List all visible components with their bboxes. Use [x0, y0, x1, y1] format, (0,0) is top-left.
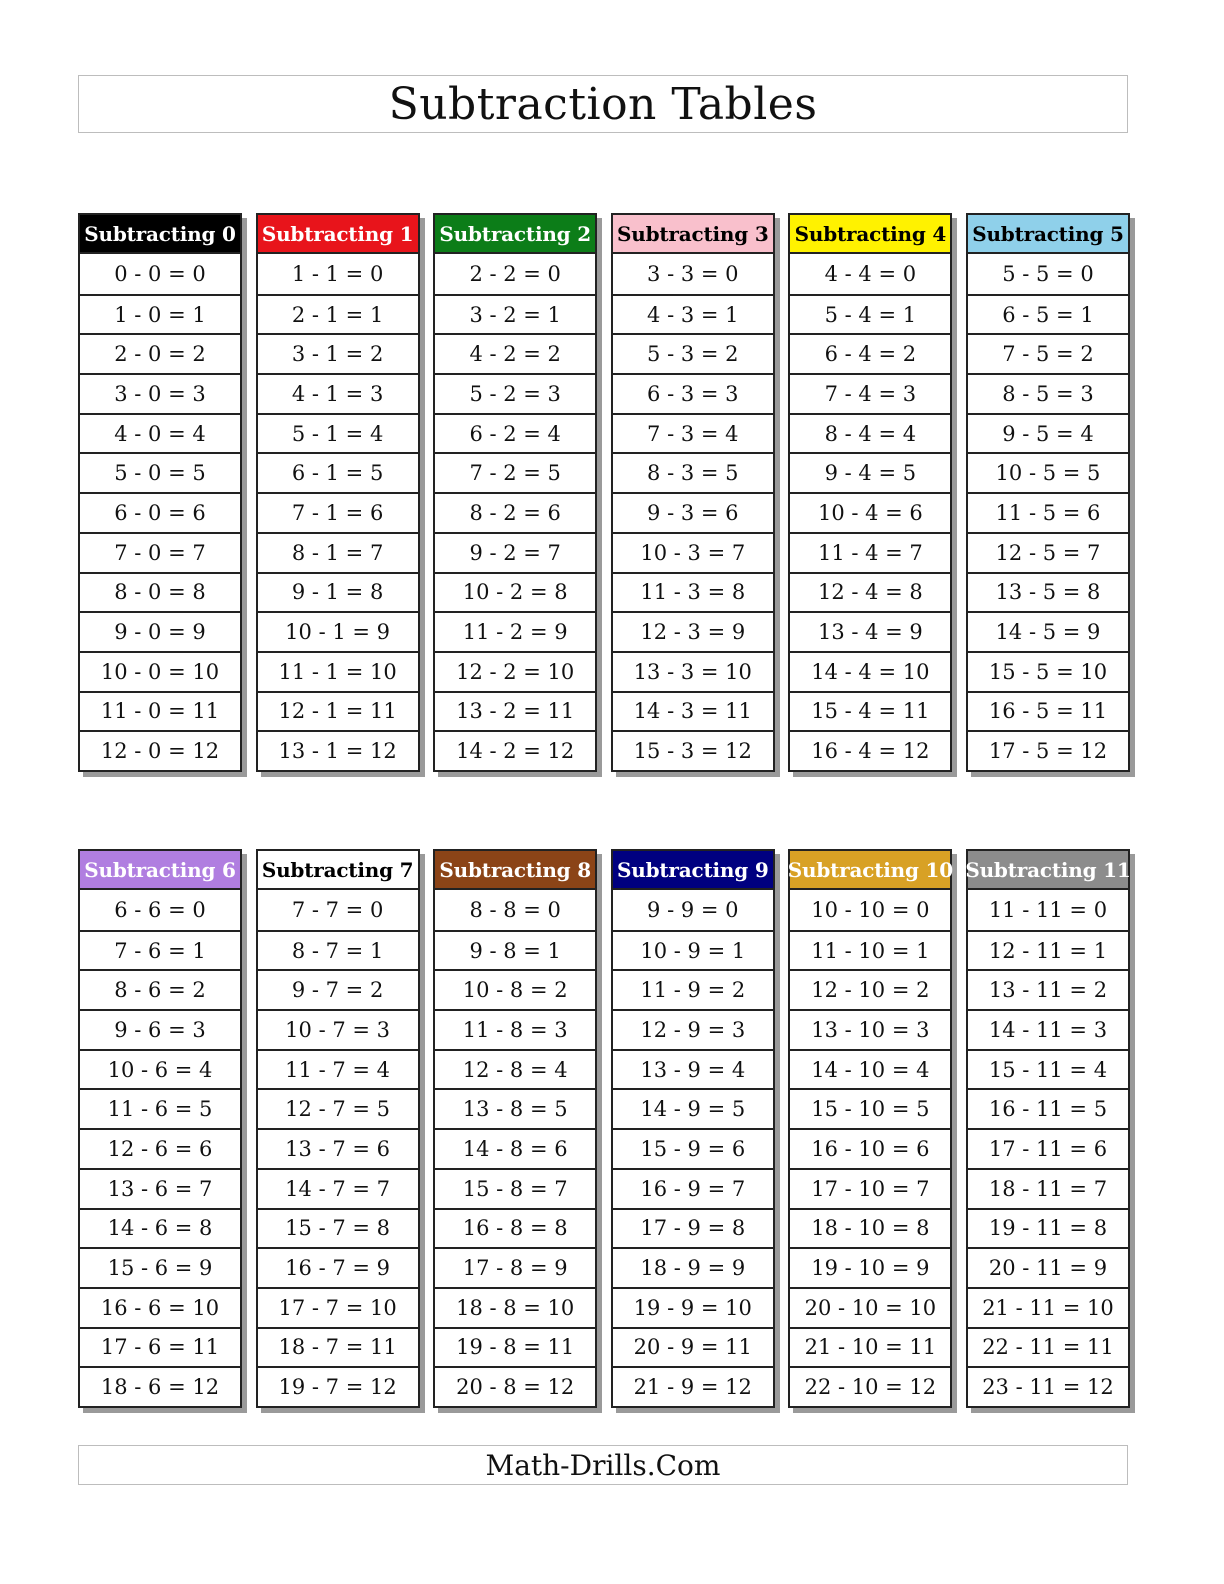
table-row: 10 - 3 = 7 — [613, 532, 773, 572]
table-row: 6 - 3 = 3 — [613, 373, 773, 413]
subtraction-table — [788, 849, 952, 1408]
table-row: 3 - 0 = 3 — [80, 373, 240, 413]
table-row: 16 - 7 = 9 — [258, 1247, 418, 1287]
table-row: 13 - 6 = 7 — [80, 1168, 240, 1208]
table-row: 20 - 8 = 12 — [435, 1366, 595, 1406]
subtraction-table — [788, 213, 952, 772]
table-row: 9 - 1 = 8 — [258, 572, 418, 612]
table-row: 1 - 1 = 0 — [291, 261, 384, 286]
table-header: Subtracting 10 — [790, 851, 950, 890]
table-row: 5 - 4 = 1 — [790, 294, 950, 334]
table-row: 17 - 8 = 9 — [435, 1247, 595, 1287]
table-header: Subtracting 9 — [613, 851, 773, 890]
table-row: 16 - 4 = 12 — [790, 730, 950, 770]
table-row: 16 - 5 = 11 — [968, 691, 1128, 731]
table-row: 11 - 4 = 7 — [790, 532, 950, 572]
table-row: 10 - 4 = 6 — [790, 492, 950, 532]
table-row: 22 - 11 = 11 — [968, 1327, 1128, 1367]
table-row: 6 - 4 = 2 — [790, 333, 950, 373]
table-row: 4 - 1 = 3 — [258, 373, 418, 413]
table-row: 6 - 5 = 1 — [968, 294, 1128, 334]
table-row: 21 - 11 = 10 — [968, 1287, 1128, 1327]
table-row: 19 - 9 = 10 — [613, 1287, 773, 1327]
subtraction-table — [78, 213, 242, 772]
table-row: 5 - 2 = 3 — [435, 373, 595, 413]
table-row: 20 - 11 = 9 — [968, 1247, 1128, 1287]
table-row: 18 - 9 = 9 — [613, 1247, 773, 1287]
table-row: 14 - 3 = 11 — [613, 691, 773, 731]
table-row: 2 - 0 = 2 — [80, 333, 240, 373]
table-header: Subtracting 5 — [968, 215, 1128, 254]
table-row: 10 - 9 = 1 — [613, 930, 773, 970]
table-row: 8 - 2 = 6 — [435, 492, 595, 532]
table-row: 7 - 5 = 2 — [968, 333, 1128, 373]
table-row: 14 - 4 = 10 — [790, 651, 950, 691]
footer-credit: Math-Drills.Com — [78, 1445, 1128, 1485]
table-row: 8 - 1 = 7 — [258, 532, 418, 572]
table-row: 13 - 2 = 11 — [435, 691, 595, 731]
table-row: 15 - 7 = 8 — [258, 1208, 418, 1248]
table-row: 9 - 7 = 2 — [258, 969, 418, 1009]
subtraction-table — [256, 213, 420, 772]
table-row: 23 - 11 = 12 — [968, 1366, 1128, 1406]
table-row: 17 - 9 = 8 — [613, 1208, 773, 1248]
table-row: 17 - 7 = 10 — [258, 1287, 418, 1327]
table-row: 8 - 8 = 0 — [469, 897, 561, 922]
table-row: 8 - 3 = 5 — [613, 452, 773, 492]
table-row: 3 - 1 = 2 — [258, 333, 418, 373]
table-row: 13 - 9 = 4 — [613, 1049, 773, 1089]
table-row: 11 - 7 = 4 — [258, 1049, 418, 1089]
table-row: 11 - 11 = 0 — [988, 897, 1108, 922]
table-row: 14 - 5 = 9 — [968, 611, 1128, 651]
table-row: 10 - 8 = 2 — [435, 969, 595, 1009]
table-row: 15 - 10 = 5 — [790, 1088, 950, 1128]
tables-row-bottom — [78, 849, 1130, 1408]
table-header: Subtracting 8 — [435, 851, 595, 890]
table-row: 18 - 8 = 10 — [435, 1287, 595, 1327]
table-row: 13 - 8 = 5 — [435, 1088, 595, 1128]
table-row: 9 - 6 = 3 — [80, 1009, 240, 1049]
table-header: Subtracting 6 — [80, 851, 240, 890]
table-row: 10 - 2 = 8 — [435, 572, 595, 612]
table-row: 17 - 5 = 12 — [968, 730, 1128, 770]
table-row: 12 - 8 = 4 — [435, 1049, 595, 1089]
table-row: 18 - 6 = 12 — [80, 1366, 240, 1406]
table-row: 9 - 0 = 9 — [80, 611, 240, 651]
table-row: 12 - 5 = 7 — [968, 532, 1128, 572]
table-row: 12 - 10 = 2 — [790, 969, 950, 1009]
table-row: 5 - 1 = 4 — [258, 413, 418, 453]
table-row: 8 - 4 = 4 — [790, 413, 950, 453]
table-header: Subtracting 0 — [80, 215, 240, 254]
table-row: 10 - 0 = 10 — [80, 651, 240, 691]
table-row: 12 - 2 = 10 — [435, 651, 595, 691]
table-row: 5 - 0 = 5 — [80, 452, 240, 492]
table-row: 6 - 6 = 0 — [114, 897, 206, 922]
table-row: 2 - 1 = 1 — [258, 294, 418, 334]
subtraction-table — [433, 849, 597, 1408]
table-row: 12 - 6 = 6 — [80, 1128, 240, 1168]
table-row: 6 - 2 = 4 — [435, 413, 595, 453]
table-row: 10 - 5 = 5 — [968, 452, 1128, 492]
table-row: 16 - 11 = 5 — [968, 1088, 1128, 1128]
table-row: 18 - 11 = 7 — [968, 1168, 1128, 1208]
table-row: 14 - 11 = 3 — [968, 1009, 1128, 1049]
table-row: 15 - 8 = 7 — [435, 1168, 595, 1208]
table-row: 12 - 0 = 12 — [80, 730, 240, 770]
table-row: 11 - 5 = 6 — [968, 492, 1128, 532]
table-header: Subtracting 4 — [790, 215, 950, 254]
table-row: 4 - 4 = 0 — [824, 261, 917, 286]
table-row: 14 - 9 = 5 — [613, 1088, 773, 1128]
subtraction-table — [611, 849, 775, 1408]
table-row: 11 - 9 = 2 — [613, 969, 773, 1009]
subtraction-table — [611, 213, 775, 772]
table-row: 8 - 6 = 2 — [80, 969, 240, 1009]
table-row: 6 - 1 = 5 — [258, 452, 418, 492]
table-row: 13 - 7 = 6 — [258, 1128, 418, 1168]
table-row: 5 - 3 = 2 — [613, 333, 773, 373]
table-row: 16 - 6 = 10 — [80, 1287, 240, 1327]
table-row: 16 - 9 = 7 — [613, 1168, 773, 1208]
table-row: 17 - 6 = 11 — [80, 1327, 240, 1367]
table-row: 16 - 8 = 8 — [435, 1208, 595, 1248]
table-row: 18 - 10 = 8 — [790, 1208, 950, 1248]
table-row: 15 - 6 = 9 — [80, 1247, 240, 1287]
table-row: 9 - 8 = 1 — [435, 930, 595, 970]
table-row: 21 - 10 = 11 — [790, 1327, 950, 1367]
table-row: 7 - 0 = 7 — [80, 532, 240, 572]
table-row: 9 - 3 = 6 — [613, 492, 773, 532]
table-header: Subtracting 2 — [435, 215, 595, 254]
table-row: 3 - 3 = 0 — [647, 261, 739, 286]
table-row: 13 - 4 = 9 — [790, 611, 950, 651]
table-row: 13 - 5 = 8 — [968, 572, 1128, 612]
table-row: 13 - 3 = 10 — [613, 651, 773, 691]
table-row: 16 - 10 = 6 — [790, 1128, 950, 1168]
table-row: 11 - 8 = 3 — [435, 1009, 595, 1049]
table-row: 11 - 2 = 9 — [435, 611, 595, 651]
table-header: Subtracting 3 — [613, 215, 773, 254]
table-row: 0 - 0 = 0 — [114, 261, 206, 286]
table-row: 7 - 2 = 5 — [435, 452, 595, 492]
table-row: 2 - 2 = 0 — [469, 261, 561, 286]
subtraction-table — [966, 849, 1130, 1408]
table-row: 12 - 9 = 3 — [613, 1009, 773, 1049]
subtraction-table — [256, 849, 420, 1408]
table-header: Subtracting 1 — [258, 215, 418, 254]
table-row: 12 - 1 = 11 — [258, 691, 418, 731]
table-row: 5 - 5 = 0 — [1002, 261, 1094, 286]
table-row: 9 - 9 = 0 — [647, 897, 739, 922]
table-row: 19 - 7 = 12 — [258, 1366, 418, 1406]
table-row: 14 - 6 = 8 — [80, 1208, 240, 1248]
page-title: Subtraction Tables — [78, 75, 1128, 133]
table-row: 11 - 0 = 11 — [80, 691, 240, 731]
table-row: 7 - 6 = 1 — [80, 930, 240, 970]
table-row: 3 - 2 = 1 — [435, 294, 595, 334]
table-row: 12 - 3 = 9 — [613, 611, 773, 651]
table-row: 11 - 10 = 1 — [790, 930, 950, 970]
subtraction-table — [78, 849, 242, 1408]
table-header: Subtracting 7 — [258, 851, 418, 890]
table-row: 15 - 3 = 12 — [613, 730, 773, 770]
table-row: 13 - 11 = 2 — [968, 969, 1128, 1009]
table-row: 10 - 10 = 0 — [811, 897, 930, 922]
table-row: 10 - 1 = 9 — [258, 611, 418, 651]
table-row: 19 - 10 = 9 — [790, 1247, 950, 1287]
table-row: 8 - 0 = 8 — [80, 572, 240, 612]
table-row: 12 - 7 = 5 — [258, 1088, 418, 1128]
table-row: 14 - 2 = 12 — [435, 730, 595, 770]
table-row: 18 - 7 = 11 — [258, 1327, 418, 1367]
table-row: 14 - 7 = 7 — [258, 1168, 418, 1208]
table-row: 8 - 5 = 3 — [968, 373, 1128, 413]
table-row: 8 - 7 = 1 — [258, 930, 418, 970]
table-row: 9 - 2 = 7 — [435, 532, 595, 572]
subtraction-table — [433, 213, 597, 772]
table-row: 12 - 4 = 8 — [790, 572, 950, 612]
table-row: 21 - 9 = 12 — [613, 1366, 773, 1406]
table-row: 12 - 11 = 1 — [968, 930, 1128, 970]
table-row: 15 - 5 = 10 — [968, 651, 1128, 691]
table-row: 17 - 10 = 7 — [790, 1168, 950, 1208]
table-row: 13 - 1 = 12 — [258, 730, 418, 770]
table-row: 7 - 3 = 4 — [613, 413, 773, 453]
table-row: 4 - 0 = 4 — [80, 413, 240, 453]
table-row: 13 - 10 = 3 — [790, 1009, 950, 1049]
table-row: 4 - 2 = 2 — [435, 333, 595, 373]
table-row: 20 - 9 = 11 — [613, 1327, 773, 1367]
table-row: 9 - 5 = 4 — [968, 413, 1128, 453]
table-row: 15 - 4 = 11 — [790, 691, 950, 731]
table-header: Subtracting 11 — [968, 851, 1128, 890]
table-row: 10 - 7 = 3 — [258, 1009, 418, 1049]
table-row: 1 - 0 = 1 — [80, 294, 240, 334]
table-row: 20 - 10 = 10 — [790, 1287, 950, 1327]
table-row: 14 - 10 = 4 — [790, 1049, 950, 1089]
table-row: 11 - 1 = 10 — [258, 651, 418, 691]
table-row: 6 - 0 = 6 — [80, 492, 240, 532]
table-row: 7 - 1 = 6 — [258, 492, 418, 532]
subtraction-table — [966, 213, 1130, 772]
tables-row-top — [78, 213, 1130, 772]
table-row: 7 - 7 = 0 — [291, 897, 384, 922]
table-row: 19 - 8 = 11 — [435, 1327, 595, 1367]
table-row: 15 - 9 = 6 — [613, 1128, 773, 1168]
table-row: 9 - 4 = 5 — [790, 452, 950, 492]
table-row: 4 - 3 = 1 — [613, 294, 773, 334]
table-row: 7 - 4 = 3 — [790, 373, 950, 413]
table-row: 19 - 11 = 8 — [968, 1208, 1128, 1248]
table-row: 10 - 6 = 4 — [80, 1049, 240, 1089]
table-row: 22 - 10 = 12 — [790, 1366, 950, 1406]
table-row: 14 - 8 = 6 — [435, 1128, 595, 1168]
table-row: 11 - 6 = 5 — [80, 1088, 240, 1128]
table-row: 17 - 11 = 6 — [968, 1128, 1128, 1168]
table-row: 15 - 11 = 4 — [968, 1049, 1128, 1089]
table-row: 11 - 3 = 8 — [613, 572, 773, 612]
